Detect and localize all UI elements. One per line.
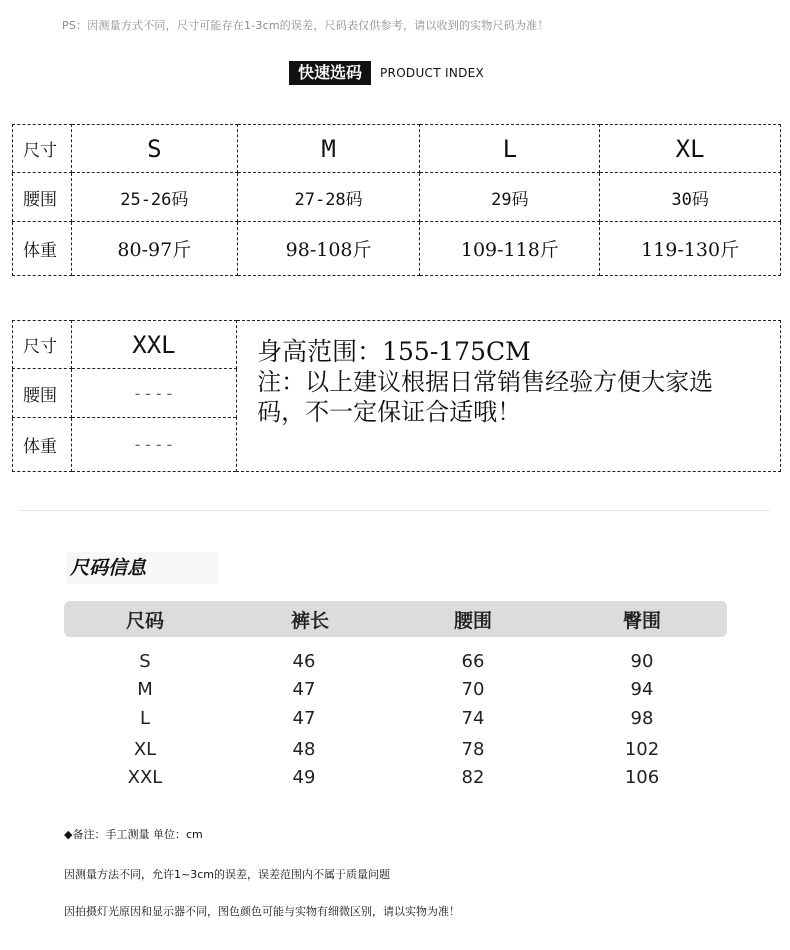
size-label: XL bbox=[133, 739, 157, 760]
header-length: 裤长 bbox=[290, 609, 330, 632]
weight-cell: 109-118斤 bbox=[420, 222, 600, 276]
size-value: 78 bbox=[461, 739, 485, 760]
size-cell: M bbox=[237, 125, 420, 173]
row-label-weight: 体重 bbox=[13, 418, 72, 472]
waist-cell: 27-28码 bbox=[237, 173, 420, 222]
size-cell: S bbox=[71, 125, 237, 173]
size-value: 46 bbox=[292, 651, 316, 672]
size-label: S bbox=[139, 651, 151, 672]
row-label-waist: 腰围 bbox=[13, 173, 72, 222]
size-cell: XL bbox=[600, 125, 781, 173]
row-label-size: 尺寸 bbox=[13, 125, 72, 173]
row-label-waist: 腰围 bbox=[13, 369, 72, 418]
size-label: L bbox=[139, 708, 151, 729]
xxl-waist-cell: ---- bbox=[71, 369, 236, 418]
header-size: 尺码 bbox=[125, 609, 165, 632]
size-value: 66 bbox=[461, 651, 485, 672]
size-value: 47 bbox=[292, 708, 316, 729]
waist-cell: 29码 bbox=[420, 173, 600, 222]
waist-cell: 30码 bbox=[600, 173, 781, 222]
size-value: 82 bbox=[461, 767, 485, 788]
waist-row bbox=[13, 173, 781, 222]
size-value: 74 bbox=[461, 708, 485, 729]
size-value: 47 bbox=[292, 679, 316, 700]
size-value: 90 bbox=[630, 651, 654, 672]
title-en: PRODUCT INDEX bbox=[380, 66, 485, 80]
waist-cell: 25-26码 bbox=[71, 173, 237, 222]
ps-note: PS：因测量方式不同，尺寸可能存在1-3cm的误差，尺码表仅供参考，请以收到的实物尺码为准！ bbox=[62, 19, 549, 32]
footer-remark: ◆备注：手工测量 单位：cm bbox=[64, 828, 203, 841]
row-label-weight: 体重 bbox=[13, 222, 72, 276]
xxl-size-cell: XXL bbox=[71, 321, 236, 369]
header-waist: 腰围 bbox=[453, 609, 493, 632]
size-cell: L bbox=[420, 125, 600, 173]
size-value: 106 bbox=[624, 767, 660, 788]
size-row bbox=[13, 125, 781, 173]
title-cn: 快速选码 bbox=[289, 61, 371, 85]
weight-row bbox=[13, 222, 781, 276]
weight-cell: 98-108斤 bbox=[237, 222, 420, 276]
height-range: 身高范围：155-175CM bbox=[257, 337, 531, 366]
quick-size-table bbox=[12, 124, 781, 276]
size-value: 48 bbox=[292, 739, 316, 760]
size-info-header bbox=[64, 601, 727, 637]
xxl-size-row bbox=[13, 321, 781, 369]
section-title bbox=[289, 61, 484, 85]
weight-cell: 80-97斤 bbox=[71, 222, 237, 276]
footer-line-1: 因测量方法不同，允许1~3cm的误差，误差范围内不属于质量问题 bbox=[64, 868, 390, 881]
xxl-size-table bbox=[12, 320, 781, 472]
footer-line-2: 因拍摄灯光原因和显示器不同，图色颜色可能与实物有细微区别，请以实物为准！ bbox=[64, 905, 460, 918]
size-value: 102 bbox=[624, 739, 660, 760]
note-text: 注：以上建议根据日常销售经验方便大家选码，不一定保证合适哦！ bbox=[257, 368, 714, 426]
size-note bbox=[237, 321, 781, 472]
weight-cell: 119-130斤 bbox=[600, 222, 781, 276]
size-value: 98 bbox=[630, 708, 654, 729]
xxl-weight-cell: ---- bbox=[71, 418, 236, 472]
row-label-size: 尺寸 bbox=[13, 321, 72, 369]
size-value: 70 bbox=[461, 679, 485, 700]
size-value: 49 bbox=[292, 767, 316, 788]
size-label: XXL bbox=[127, 767, 163, 788]
size-info-title: 尺码信息 bbox=[66, 552, 218, 584]
size-label: M bbox=[137, 679, 153, 700]
divider bbox=[20, 510, 770, 511]
header-hip: 臀围 bbox=[622, 609, 662, 632]
size-value: 94 bbox=[630, 679, 654, 700]
